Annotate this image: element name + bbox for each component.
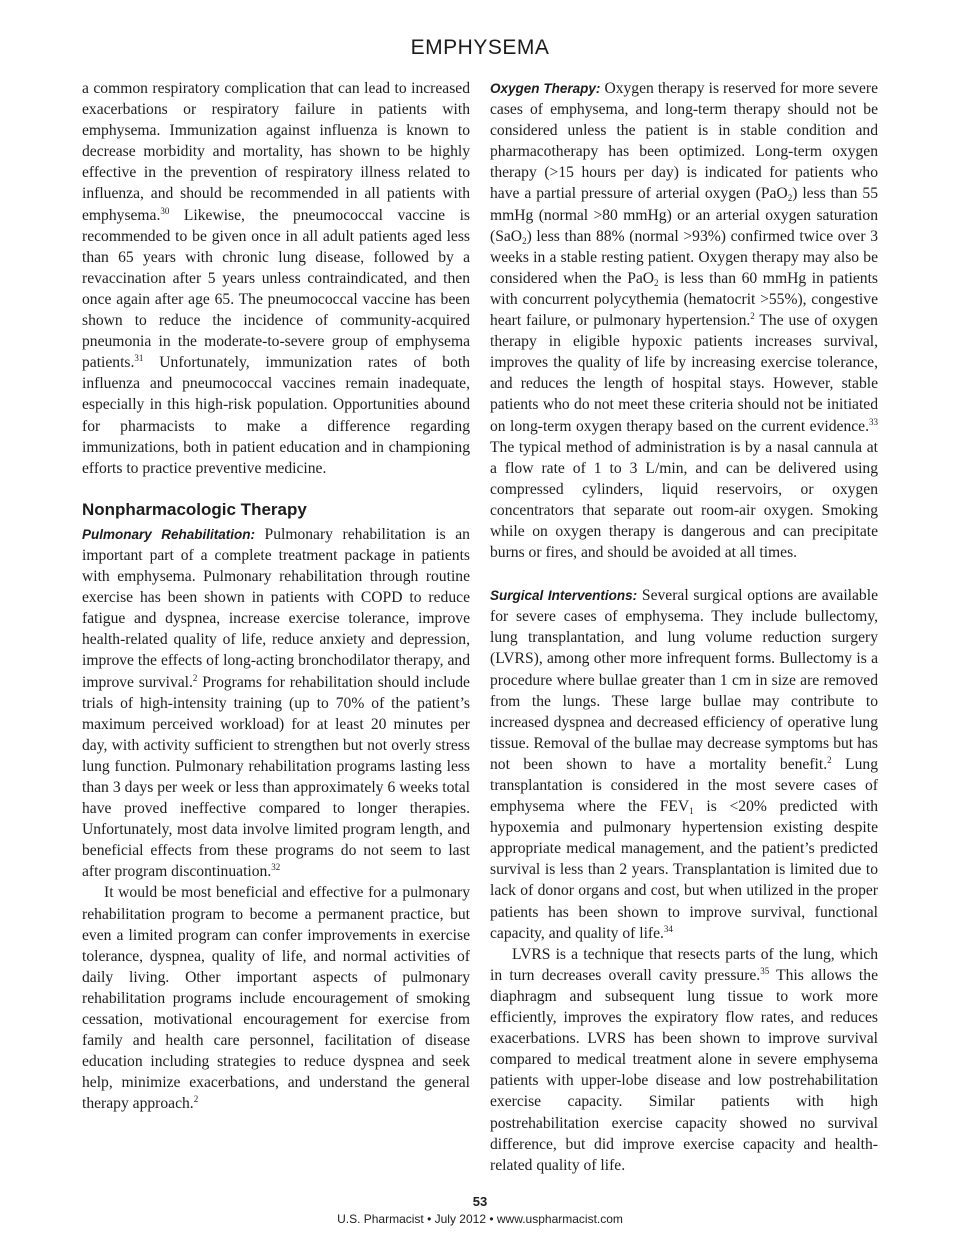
subsection-lead: Oxygen Therapy:: [490, 81, 601, 96]
pulmonary-rehabilitation-paragraph: Pulmonary Rehabilitation: Pulmonary rehabilitation is an important part of a complete treatment package in patients with emphysema. Pulmonary rehabilitation through routine exercise has been shown in patients with COPD to reduce fatigue and dyspnea, increase exercise tolerance, improve health-related quality of life, reduce anxiety and depression, improve the effects of long-acting bronchodilator therapy, and improve survival.$^2$ Programs for rehabilitation should include trials of high-intensity training (up to 70% of the patient’s maximum perceived workload) for at least 20 minutes per day, with activity sufficient to strengthen but not overly stress lung function. Pulmonary rehabilitation programs lasting less than 3 days per week or less than approximately 6 weeks total have proved ineffective compared to longer therapies. Unfortunately, most data involve limited program length, and beneficial effects from these programs do not seem to last after program discontinuation.$^{32}$: [82, 525, 470, 881]
left-column: [82, 78, 470, 1115]
citation: 32: [271, 862, 281, 873]
paragraph-gap: [490, 563, 878, 585]
citation: 2: [827, 754, 832, 765]
lvrs-paragraph: LVRS is a technique that resects parts of the lung, which in turn decreases overall cavity pressure.$^{35}$ This allows the diaphragm and subsequent lung tissue to work more efficiently, improves the expiratory flow rates, and reduces exacerbations. LVRS has been shown to improve survival compared to medical treatment alone in severe emphysema patients with upper-lobe disease and low postrehabilitation exercise capacity. Similar patients with high postrehabilitation exercise capacity showed no survival difference, but did improve exercise capacity and health-related quality of life.: [490, 945, 878, 1174]
rehabilitation-practice-paragraph: It would be most beneficial and effective for a pulmonary rehabilitation program to become a permanent practice, but even a limited program can confer improvements in exercise tolerance, dyspnea, quality of life, and normal activities of daily living. Other important aspects of pulmonary rehabilitation programs include encouragement of smoking cessation, motivational encouragement for exercise from family and health care personnel, facilitation of disease education including strategies to reduce dyspnea and seek help, minimize exacerbations, and understand the general therapy approach.$^2$: [82, 884, 470, 1113]
subsection-lead: Pulmonary Rehabilitation:: [82, 526, 255, 542]
right-column: [490, 78, 878, 1176]
surgical-interventions-paragraph: Surgical Interventions: Several surgical options are available for severe cases of emphysema. They include bullectomy, lung transplantation, and lung volume reduction surgery (LVRS), among other more infrequent forms. Bullectomy is a procedure where bullae greater than 1 cm in size are removed from the lungs. These large bullae may contribute to increased dyspnea and decreased efficiency of operative lung tissue. Removal of the bullae may decrease symptoms but has not been shown to have a mortality benefit.$^2$ Lung transplantation is considered in the most severe cases of emphysema where the $FEV_1$ is <20% predicted with hypoxemia and pulmonary hypertension existing despite appropriate medical management, and the patient’s predicted survival is less than 2 years. Transplantation is limited due to lack of donor organs and cost, but when utilized in the proper patients has been shown to improve survival, functional capacity, and quality of life.$^{34}$: [490, 587, 879, 942]
page-number: 53: [472, 1194, 488, 1209]
citation: 30: [160, 205, 170, 216]
citation: 2: [192, 672, 198, 683]
citation: 31: [134, 353, 144, 364]
publication-credit: U.S. Pharmacist • July 2012 • www.uspharmacist.com: [337, 1212, 623, 1226]
immunization-paragraph: a common respiratory complication that can lead to increased exacerbations or respiratory failure in patients with emphysema. Immunization against influenza is known to decrease morbidity and mortality, has shown to be highly effective in the prevention of respiratory illness related to influenza, and should be recommended in all patients with emphysema.$^{30}$ Likewise, the pneumococcal vaccine is recommended to be given once in all adult patients aged less than 65 years with chronic lung disease, followed by a revaccination after 5 years unless contraindicated, and then once again after age 65. The pneumococcal vaccine has been shown to reduce the incidence of community-acquired pneumonia in the moderate-to-severe group of emphysema patients.$^{31}$ Unfortunately, immunization rates of both influenza and pneumococcal vaccines remain inadequate, especially in this high-risk population. Opportunities abound for pharmacists to make a difference regarding immunizations, both in patient education and in championing efforts to practice preventive medicine.: [82, 80, 470, 477]
citation: 34: [663, 923, 673, 934]
citation: 33: [869, 416, 878, 427]
subsection-lead: Surgical Interventions:: [490, 588, 638, 604]
running-header: EMPHYSEMA: [410, 36, 550, 59]
citation: 2: [193, 1094, 199, 1105]
citation: 35: [760, 965, 770, 976]
oxygen-therapy-paragraph: Oxygen Therapy: Oxygen therapy is reserved for more severe cases of emphysema, and long-term therapy should not be considered unless the patient is in stable condition and pharmacotherapy has been optimized. Long-term oxygen therapy (>15 hours per day) is indicated for patients who have a partial pressure of arterial oxygen (PaO$_2$) less than 55 mmHg (normal >80 mmHg) or an arterial oxygen saturation (SaO$_2$) less than 88% (normal >93%) confirmed twice over 3 weeks in a stable resting patient. Oxygen therapy may also be considered when the PaO$_2$ is less than 60 mmHg in patients with concurrent polycythemia (hematocrit >55%), congestive heart failure, or pulmonary hypertension.$^2$ The use of oxygen therapy in eligible hypoxic patients increases survival, improves the quality of life by increasing exercise tolerance, and reduces the length of hospital stays. However, stable patients who do not meet these criteria should not be initiated on long-term oxygen therapy based on the current evidence.$^{33}$ The typical method of administration is by a nasal cannula at a flow rate of 1 to 3 L/min, and can be delivered using compressed cylinders, liquid reservoirs, or oxygen concentrators that separate out room-air oxygen. Smoking while on oxygen therapy is dangerous and can precipitate burns or fires, and should be avoided at all times.: [490, 80, 878, 562]
citation: 2: [750, 311, 755, 322]
section-title: Nonpharmacologic Therapy: [82, 499, 307, 519]
